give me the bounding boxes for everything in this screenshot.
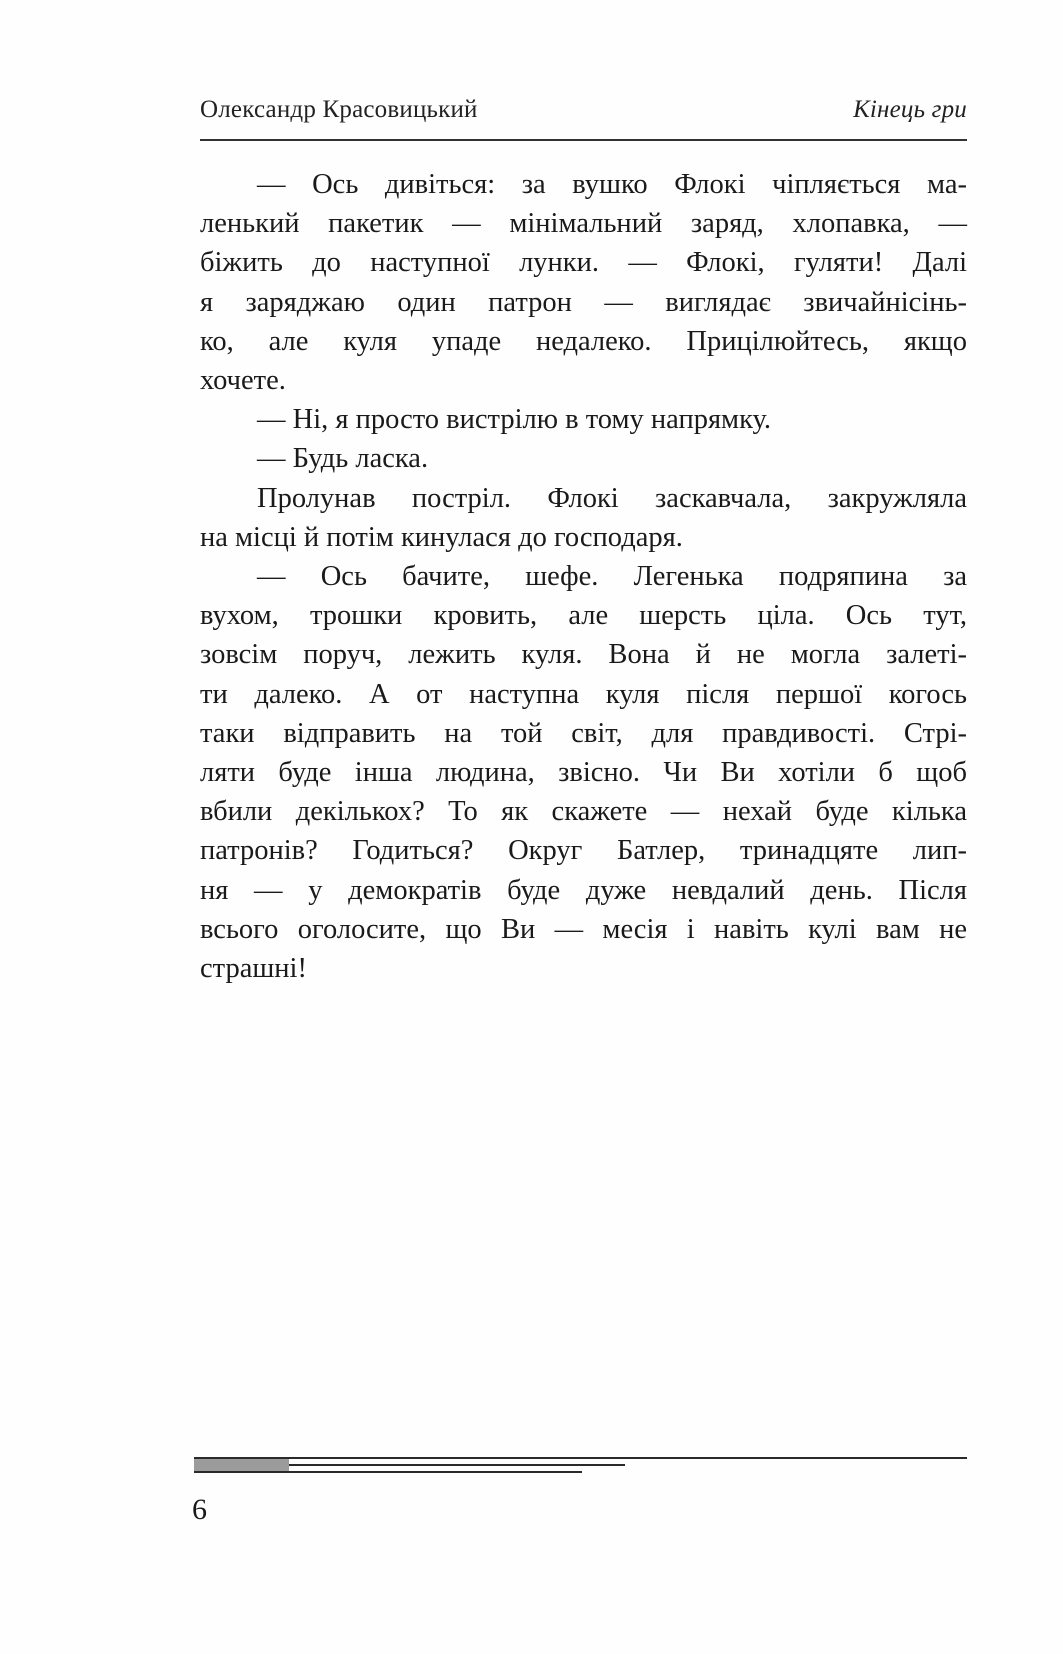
running-head — [200, 96, 967, 124]
running-head-book-title: Кінець гри — [853, 96, 967, 123]
text-line: вбили декількох? То як скажете — нехай буде кілька — [200, 796, 967, 828]
text-line: — Ось бачите, шефе. Легенька подряпина за — [257, 561, 967, 593]
text-line: зовсім поруч, лежить куля. Вона й не могла залеті- — [200, 639, 967, 671]
running-head-author: Олександр Красовицький — [200, 96, 478, 123]
text-line: я заряджаю один патрон — виглядає звичайнісінь- — [200, 286, 967, 318]
text-line: хочете. — [200, 365, 286, 397]
text-line: біжить до наступної лунки. — Флокі, гуляти! Далі — [200, 247, 967, 279]
text-line: ти далеко. А от наступна куля після першої когось — [200, 678, 967, 710]
text-line: патронів? Годиться? Округ Батлер, тринадцяте лип- — [200, 835, 967, 867]
body-text — [200, 165, 967, 988]
text-line: ленький пакетик — мінімальний заряд, хлопавка, — — [200, 208, 967, 240]
text-line: ня — у демократів буде дуже невдалий день. Після — [200, 874, 967, 906]
text-line: ляти буде інша людина, звісно. Чи Ви хотіли б щоб — [200, 757, 967, 789]
text-line: всього оголосите, що Ви — месія і навіть кулі вам не — [200, 913, 967, 945]
footer-rule-top — [194, 1457, 967, 1459]
text-line: ко, але куля упаде недалеко. Прицілюйтесь, якщо — [200, 325, 967, 357]
text-line: на місці й потім кинулася до господаря. — [200, 521, 683, 553]
page-number: 6 — [192, 1493, 207, 1526]
footer-rule-middle — [289, 1464, 625, 1466]
footer-decorative-bars — [194, 1457, 967, 1477]
header-rule — [200, 139, 967, 141]
text-line: — Ні, я просто вистрілю в тому напрямку. — [257, 404, 772, 436]
text-line: таки відправить на той світ, для правдивості. Стрі- — [200, 717, 967, 749]
text-line: вухом, трошки кровить, але шерсть ціла. Ось тут, — [200, 600, 967, 632]
text-line: Пролунав постріл. Флокі заскавчала, закружляла — [257, 482, 967, 514]
text-line: — Будь ласка. — [257, 443, 429, 475]
text-line: — Ось дивіться: за вушко Флокі чіпляється ма- — [257, 169, 967, 200]
text-line: страшні! — [200, 953, 307, 985]
footer-rule-bottom — [194, 1471, 582, 1473]
